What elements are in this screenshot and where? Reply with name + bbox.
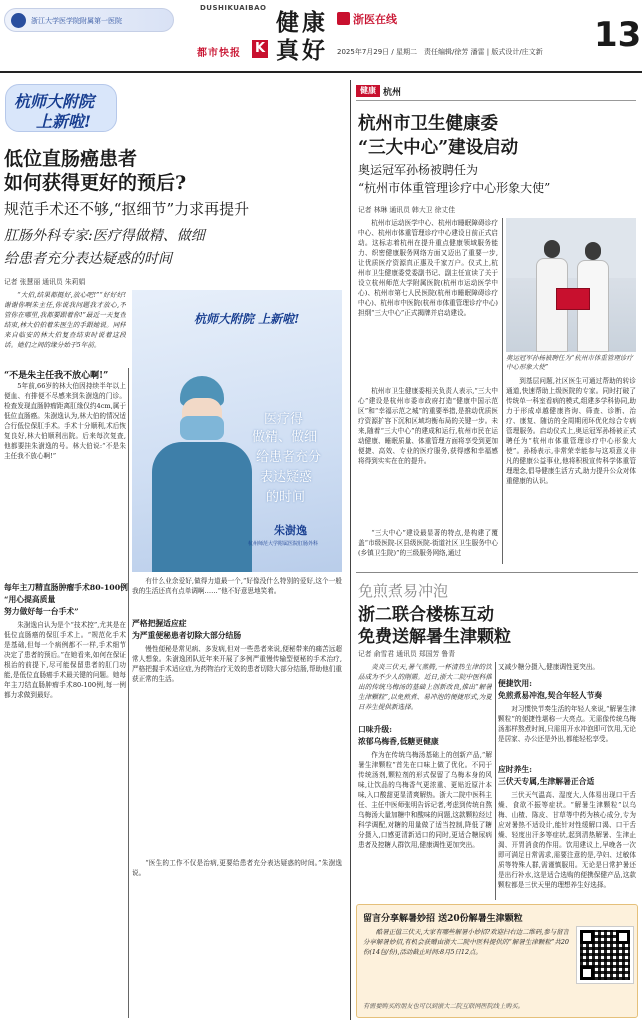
s2-title-2: 免煎煮易冲泡,契合年轻人节奏 <box>498 691 603 700</box>
s1-body: 作为在传统乌梅汤基础上的创新产品,“解暑生津颗粒”首先在口味上做了优化。不同于传统汤剂,颗粒剂的形式保留了乌梅本身的风味,让饮品的乌梅香气更浓重、更贴近原汁本味,入口酸甜更显清爽解热。浙大二院中医科主任、主任中医师张明告诉记者,考虑到传统自熬乌梅汤大量加糖中和酸味的问题,这款颗粒经过科学调配,对糖的用量做了适当控制,降低了糖分摄入,口感更清新适口的同时,更适合糖尿病患者及控糖人群饮用,健康调性更加突出。 <box>358 751 492 849</box>
banner-footer: 有需要购买的朋友也可以到浙大二院互联网医院线上购买。 <box>363 1003 524 1010</box>
section-1-title: “不是朱主任我不放心啊!” <box>4 371 109 381</box>
s2-body: 对习惯快节奏生活的年轻人来说,“解暑生津颗粒”的便捷性堪称一大亮点。无需像传统乌梅汤那样熬煮时间,只需用开水冲泡即可饮用,无论是居家、办公还是外出,都能轻松享受。 <box>498 705 636 743</box>
poster-line-3: 给患者充分 <box>256 450 322 465</box>
s1-title: 口味升级: <box>358 725 393 734</box>
hospital-logo-icon <box>11 13 26 28</box>
qr-corner-tr <box>616 930 630 944</box>
poster-doctor-sub: 杭州师范大学附属医院肛肠外科 <box>248 541 319 547</box>
person-right-head <box>585 242 601 260</box>
banner-body: 酷暑正值三伏天,大家有哪些解暑小妙招?欢迎扫右边二维码,参与留言分享解暑妙招,有机会获赠由浙大二院中医科提供的“解暑生津颗粒”共20份(14包/份),活动截止时间:8月5日12点。 <box>363 928 569 956</box>
right-byline: 记者 林琳 通讯员 韩大卫 徐丈佳 <box>358 206 456 214</box>
banner-title: 留言分享解暑妙招 送20份解暑生津颗粒 <box>363 914 523 924</box>
right-body-2: 杭州市卫生健康委相关负责人表示,“三大中心”建设是杭州市委市政府打造“健康中国示范区”和“幸福示范之城”的重要举措,是推动优质医疗资源扩容下沉和区域均衡布局的关键一步。未来,随着“三大中心”的建成和运行,杭州市民在运动健康、睡眠质量、体重管理方面将享受到更加便捷、高效、专业的医疗服务,获得感和幸福感将得到实实在在的提升。 <box>358 387 498 465</box>
right-headline-2: “三大中心”建设启动 <box>358 138 519 158</box>
lower-byline: 记者 俞雪君 通讯员 郑国芳 鲁青 <box>358 650 456 658</box>
poster-line-4: 表达疑惑 <box>260 470 313 485</box>
tag-rule <box>356 100 636 101</box>
section-2-title-3: 努力做好每一台手术” <box>4 607 79 616</box>
brand-k-logo-icon: K <box>252 40 268 58</box>
lower-column-divider <box>495 662 496 900</box>
section-3-title-1: 严格把握适应症 <box>132 619 187 628</box>
section-title-2: 真好 <box>276 37 328 64</box>
qr-corner-tl <box>580 930 594 944</box>
promo-banner <box>356 904 638 1018</box>
section-2-body: 朱澍逸自认为是个“技术控”,尤其是在低位直肠癌的保肛手术上。“规范化手术是基础,但每一个病例都不一样,手术细节决定了患者的预后。”在她看来,如何在保证根治的前提下,尽可能保留患者的肛门功能,是低位直肠癌手术最关键的问题。她每年主刀结直肠肿瘤手术80-100例,每一例都力求做到最好。 <box>4 621 126 699</box>
poster-line-5: 的时间 <box>266 490 306 505</box>
section-tag-city: 杭州 <box>383 88 402 98</box>
right-subheadline-1: 奥运冠军孙杨被聘任为 <box>358 163 479 177</box>
partner-name: 浙医在线 <box>353 13 397 26</box>
right-column-divider <box>502 218 503 564</box>
right-body-4: 到基层问题,社区医生可通过帮助的转诊通道,快速帮助上级医院的专家。同时打破了传统单一科室看病的模式,组建多学科协同,助力于形成卓越健康咨询、筛查、诊断、治疗、康复、随访的全周期闭环优化综合专病管理服务。启动仪式上,奥运冠军孙杨被正式聘任为“杭州市体重管理诊疗中心形象大使”。孙杨表示,非常荣幸能参与这项意义非凡的健康公益事业,他将积极宣传科学体重管理理念,倡导健康生活方式,助力提升公众对体重健康的认识。 <box>506 377 636 485</box>
column-2-body: 有什么业余爱好,做得力道最一个,“好像没什么特别的爱好,这个一般我的生活还真有点单调啊……”他不好意思地笑着。 <box>132 577 342 595</box>
person-left-head <box>544 240 560 258</box>
hospital-ribbon <box>4 8 174 32</box>
photo-caption: 奥运冠军孙杨被聘任为“杭州市体重管理诊疗中心形象大使” <box>506 354 633 371</box>
section-2-title-2: “用心提高质量 <box>4 595 56 604</box>
intro-text: “大伯,结果都挺好,放心吧!”“好好好!谢谢你啊朱主任,你说我问题我才放心,不管你在哪里,我都要跟着你!”最近一天复查结束,林大伯拍着朱医生的手跟她说。同样来自临安的林大伯复查结束时说着这段话。她们之间的缘分始于5年前。 <box>4 291 126 349</box>
section-3-body: 慢性便秘是常见病、多发病,但对一些患者来说,便秘带来的痛苦远超常人想象。朱澍逸团队近年来开展了多例严重慢传输型便秘的手术治疗,严格把握手术适应症,为药物治疗无效的患者切除大部分结肠,帮助他们重获正常的生活。 <box>132 645 342 683</box>
qr-code[interactable] <box>577 927 633 983</box>
section-1-body: 5年前,66岁的林大伯因持续半年以上便血、有排便不尽感来到朱澍逸的门诊。检查发现直肠肿瘤距离肛缘仅约4cm,属于低位直肠癌。朱澍逸认为,林大伯的情况适合行低位保肛手术。手术十分顺利,术后恢复良好,林大伯顺利出院。后来每次复查,他都要挂朱澍逸的号。林大伯说:“不是朱主任我不放心啊!” <box>4 382 126 460</box>
masthead <box>0 0 642 78</box>
doctor-poster <box>132 290 342 572</box>
photo-backdrop <box>506 218 636 278</box>
lower-intro: 炎炎三伏天,暑气蒸腾,一杯清热生津的饮品成为不少人的刚需。近日,浙大二院中医科推出的传统乌梅汤的基础上创新改良,推出“解暑生津颗粒”,以免煎煮、易冲泡的便捷形式,为夏日养生提供新选择。 <box>358 663 492 711</box>
section-tag: 健康 <box>356 85 380 97</box>
subheadline-3: 给患者充分表达疑惑的时间 <box>4 251 172 267</box>
column-divider <box>128 368 129 1018</box>
right-article <box>352 78 642 568</box>
right-headline-1: 杭州市卫生健康委 <box>358 114 498 134</box>
section-3-title-2: 为严重便秘患者切除大部分结肠 <box>132 631 242 640</box>
right-body-3: “三大中心”建设最显著的特点,是构建了覆盖“市级医院-区县级医院-街道社区卫生服务中心(乡镇卫生院)”的三级服务网络,通过 <box>358 529 498 557</box>
page-divider <box>350 80 351 1020</box>
right-body-1: 杭州市运动医学中心、杭州市睡眠障碍诊疗中心、杭州市体重管理诊疗中心建设日前正式启动。这标志着杭州在提升重点健康领域服务能力、织密健康服务网络方面又迈出了重要一步,让优质医疗资源真正惠及千家万户。仪式上,杭州市卫生健康委党委副书记、副主任宣读了关于设立杭州师范大学附属医院(杭州市运动医学中心)、杭州市第七人民医院(杭州市睡眠障碍诊疗中心)、杭州市中医院(杭州市体重管理诊疗中心)担纲“三大中心”正式揭牌并启动建设。 <box>358 219 498 317</box>
s3-title: 应时养生: <box>498 765 533 774</box>
hospital-ribbon-label: 浙江大学医学院附属第一医院 <box>31 17 122 25</box>
article-logo-line1: 杭师大附院 <box>14 92 95 111</box>
award-certificate <box>556 288 590 310</box>
lower-headline-1: 浙二联合楼栋互动 <box>358 605 494 625</box>
lower-kicker: 免煎煮易冲泡 <box>358 582 449 600</box>
poster-line-1: 医疗得 <box>264 412 304 427</box>
partner-icon <box>337 12 350 25</box>
poster-doctor-name: 朱澍逸 <box>274 524 307 537</box>
closing-body: “医生的工作不仅是治病,更要给患者充分表达疑惑的时间。”朱澍逸说。 <box>132 859 342 877</box>
subheadline-2: 肛肠外科专家:医疗得做精、做细 <box>4 228 205 244</box>
byline: 记者 张慧丽 通讯员 朱莉娟 <box>4 278 86 286</box>
masthead-rule <box>0 71 642 73</box>
poster-line-2: 做精、做细 <box>252 430 318 445</box>
page-number: 13 <box>594 15 642 55</box>
left-article <box>0 78 350 1024</box>
award-photo <box>506 218 636 352</box>
s1-title-2: 浓郁乌梅香,低糖更健康 <box>358 737 439 746</box>
headline-1: 低位直肠癌患者 <box>4 148 138 170</box>
date-line: 2025年7月29日 / 星期二 责任编辑/徐芳 潘雷 | 版式设计/庄文新 <box>337 48 543 56</box>
article-logo <box>5 84 117 132</box>
lower-headline-2: 免费送解暑生津颗粒 <box>358 627 511 647</box>
right-subheadline-2: “杭州市体重管理诊疗中心形象大使” <box>358 181 551 195</box>
poster-logo: 杭师大附院 上新啦! <box>194 312 300 326</box>
s3-body: 三伏天气温高、湿度大,人体易出现口干舌燥、食欲不振等症状。“解暑生津颗粒”以乌梅、山楂、陈皮、甘草等中药为核心成分,专为应对暑热不适设计,能针对性缓解口渴、口干舌燥、轻度出汗多等症状,起到清热解暑、生津止渴、开胃消食的作用。饮用建议上,早晚各一次即可满足日常需求,需要注意的是,孕妇、过敏体质等特殊人群,需谨慎服用。无论是日常护暑还是出行补水,这是适合选购的便携保健产品,这款颗粒都是三伏天里的理想养生好选择。 <box>498 791 636 889</box>
doctor-figure <box>152 370 252 572</box>
headline-2: 如何获得更好的预后? <box>4 172 187 194</box>
section-2-title-1: 每年主刀精直肠肿瘤手术80-100例 <box>4 583 128 592</box>
lower-right-top-text: 又减少糖分摄入,健康调性更突出。 <box>498 663 600 671</box>
brand-name: 都市快报 <box>197 48 241 59</box>
s2-title: 便捷饮用: <box>498 679 533 688</box>
qr-corner-bl <box>580 966 594 980</box>
s3-title-2: 三伏天专属,生津解暑正合适 <box>498 777 595 786</box>
scrubs <box>152 442 252 572</box>
section-title: 健康 <box>276 9 328 36</box>
subheadline-1: 规范手术还不够,“抠细节”力求再提升 <box>4 200 250 218</box>
surgical-mask <box>180 416 224 440</box>
brand-pinyin: DUSHIKUAIBAO <box>200 4 267 12</box>
article-logo-line2: 上新啦! <box>36 112 92 131</box>
